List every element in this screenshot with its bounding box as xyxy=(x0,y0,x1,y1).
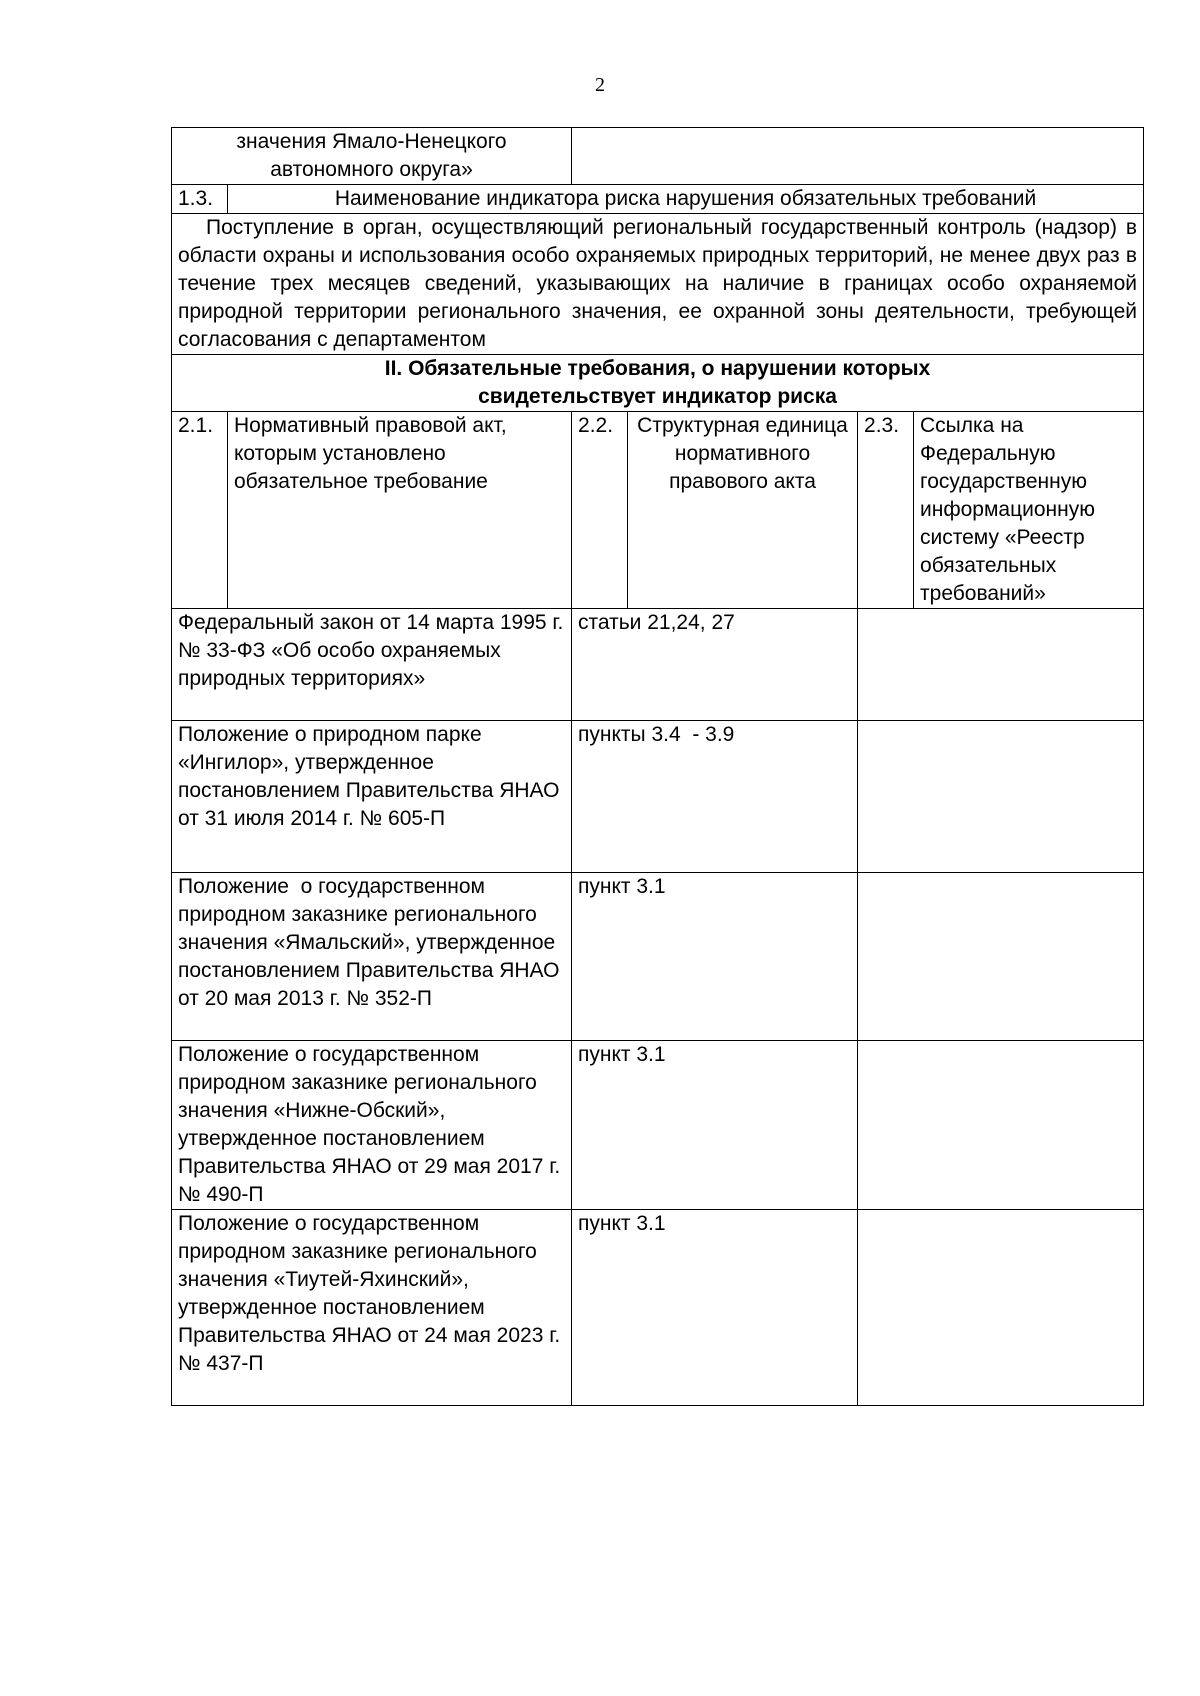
section-1-3-number: 1.3. xyxy=(172,185,228,214)
unit-cell: пункт 3.1 xyxy=(572,873,858,1041)
requirements-table xyxy=(171,127,1144,1406)
link-cell xyxy=(858,721,1144,873)
section-2-title: II. Обязательные требования, о нарушении которых свидетельствует индикатор риска xyxy=(172,355,1144,412)
col-3-label: Ссылка на Федеральную государственную информационную систему «Реестр обязательных требований» xyxy=(914,412,1144,609)
col-1-label: Нормативный правовой акт, которым установлено обязательное требование xyxy=(228,412,572,609)
link-cell xyxy=(858,1210,1144,1406)
act-cell: Положение о природном парке «Ингилор», утвержденное постановлением Правительства ЯНАО от 31 июля 2014 г. № 605-П xyxy=(172,721,572,873)
act-cell: Федеральный закон от 14 марта 1995 г. № 33-ФЗ «Об особо охраняемых природных территориях» xyxy=(172,609,572,721)
indicator-row xyxy=(172,214,1144,355)
top-row-right-cell xyxy=(572,128,1144,185)
table-row xyxy=(172,721,1144,873)
col-2-number: 2.2. xyxy=(572,412,628,609)
table-row xyxy=(172,873,1144,1041)
col-2-label: Структурная единица нормативного правового акта xyxy=(628,412,858,609)
link-cell xyxy=(858,873,1144,1041)
top-row-left-cell: значения Ямало-Ненецкого автономного округа» xyxy=(172,128,572,185)
link-cell xyxy=(858,1041,1144,1210)
unit-cell: пункт 3.1 xyxy=(572,1041,858,1210)
table-row xyxy=(172,609,1144,721)
act-cell: Положение о государственном природном заказнике регионального значения «Нижне-Обский», утвержденное постановлением Правительства ЯНАО от 29 мая 2017 г. № 490-П xyxy=(172,1041,572,1210)
act-cell: Положение о государственном природном заказнике регионального значения «Тиутей-Яхинский», утвержденное постановлением Правительства ЯНАО от 24 мая 2023 г. № 437-П xyxy=(172,1210,572,1406)
col-3-number: 2.3. xyxy=(858,412,914,609)
section-2-header-row xyxy=(172,355,1144,412)
indicator-text: Поступление в орган, осуществляющий региональный государственный контроль (надзор) в области охраны и использования особо охраняемых природных территорий, не менее двух раз в течение трех месяцев сведений, указывающих на наличие в границах особо охраняемой природной территории регионального значения, ее охранной зоны деятельности, требующей согласования с департаментом xyxy=(172,214,1144,355)
page-number: 2 xyxy=(595,74,605,96)
column-header-row xyxy=(172,412,1144,609)
table-row-top xyxy=(172,128,1144,185)
section-1-3-title: Наименование индикатора риска нарушения обязательных требований xyxy=(228,185,1144,214)
table-row xyxy=(172,1041,1144,1210)
unit-cell: пункты 3.4 - 3.9 xyxy=(572,721,858,873)
unit-cell: пункт 3.1 xyxy=(572,1210,858,1406)
section-1-3-row xyxy=(172,185,1144,214)
link-cell xyxy=(858,609,1144,721)
col-1-number: 2.1. xyxy=(172,412,228,609)
act-cell: Положение о государственном природном заказнике регионального значения «Ямальский», утвержденное постановлением Правительства ЯНАО от 20 мая 2013 г. № 352-П xyxy=(172,873,572,1041)
table-row xyxy=(172,1210,1144,1406)
unit-cell: статьи 21,24, 27 xyxy=(572,609,858,721)
